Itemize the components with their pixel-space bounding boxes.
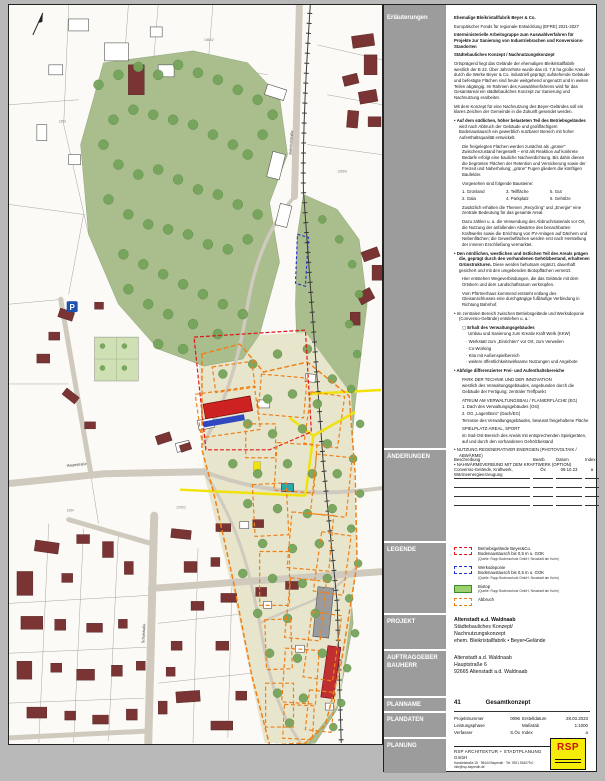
parcel-line [9, 595, 148, 603]
building [17, 571, 33, 595]
erlaeuterungen-text [454, 15, 590, 470]
section-label-legende: LEGENDE [384, 543, 446, 613]
building [34, 540, 59, 554]
tree [133, 62, 143, 72]
site-plan-sheet [8, 4, 383, 745]
tree [355, 290, 363, 298]
north-arrow-icon [33, 13, 43, 35]
parcel-number: 1353 [58, 119, 66, 124]
outlined-building [69, 19, 89, 31]
tree [183, 229, 193, 239]
tree [153, 165, 163, 175]
rsp-logo-bar [555, 759, 581, 761]
caps-heading: SPIELPLATZ-AREAL, SPORT [462, 426, 520, 432]
tree [356, 490, 364, 498]
tree [253, 95, 263, 105]
parcel-line [74, 529, 84, 743]
planner-logo-wrap [446, 738, 590, 772]
legend [454, 546, 590, 610]
tree [233, 199, 243, 209]
tree [238, 569, 247, 578]
sub-bullet: · Kita mit Außenspielbereich [466, 352, 520, 358]
title-block-sidebar [384, 5, 446, 771]
building [166, 667, 175, 676]
list-item: 5. Gut [550, 189, 562, 195]
outlined-building [150, 27, 162, 37]
tree [348, 260, 356, 268]
building [191, 601, 204, 610]
list-item: 2. Gala [462, 196, 476, 202]
tree [123, 209, 133, 219]
label-leistungsphase: Leistungsphase [454, 723, 485, 729]
parcel-line [9, 204, 84, 294]
building [184, 561, 197, 572]
tree [268, 110, 278, 120]
plan-data [454, 715, 590, 736]
tree [273, 504, 282, 513]
building [126, 709, 137, 720]
list-item: 1. Grünland [462, 189, 485, 195]
parcel-line [307, 145, 382, 155]
building [124, 561, 133, 574]
tree [347, 385, 355, 393]
building [62, 573, 73, 582]
cell-beschreibung: Conversio-Gelände, Kraftwerk, Wärmeenergieerzeugung [454, 467, 530, 479]
tree [313, 399, 322, 408]
client-name: Altenstadt a.d. Waldnaab [454, 655, 512, 661]
building [95, 302, 104, 309]
cell-bearb: Öx [533, 467, 553, 479]
bullet-paragraph: • NUTZUNG REGENERATIVER ENERGIEN (PHOTOVOLTAIK / ABWÄRME) [454, 447, 577, 458]
label-erstelldatum: Erstelldatum [522, 716, 547, 721]
tree [273, 689, 282, 698]
tree [158, 269, 168, 279]
blue-dashed-swatch [454, 566, 472, 574]
road [9, 731, 148, 738]
parcel-line [9, 100, 79, 105]
paragraph: Ortsprägend liegt das Gelände der ehemaligen Bleikristallfabrik westlich der B 22. Über Jahrzehnte wurde das rd. 7,5 ha große Areal durch die Werke Beyer & Co. industriell geprägt; aufstehende Gebäude und befestigte Flächen sind heute weitgehend ungenutzt und in weiten Teilen abgängig. Im Rahmen des Auswahlverfahrens wird für das Gesamtareal ein städtebauliches Konzept zur Sanierung und Nachnutzung erarbeitet. [454, 61, 590, 101]
tree [153, 70, 163, 80]
project-line: ehem. Bleikristallfabrik • Beyer•Gelände [454, 638, 546, 645]
caps-heading: ATRIUM AM VERWALTUNGSBAU / FLANIERFLÄCHE (EG) [462, 397, 578, 403]
building [136, 661, 145, 670]
plan-title: Gesamtkonzept [485, 700, 531, 706]
tree [268, 574, 277, 583]
bullet-paragraph: • Auf dem südlichen, höher belasteten Teil des Betriebsgeländes wird nach Abbruch der Gebäude und großflächigem Bodenaustausch ein gewerblich nutzbarer Bereich mit hoher Aufenthaltsqualität entwickelt. [454, 118, 586, 141]
tree [288, 389, 297, 398]
building [171, 529, 192, 540]
tree [233, 85, 243, 95]
table-row-empty [454, 481, 590, 488]
tree [243, 150, 253, 160]
box-bullet: ▢ Erhalt des Verwaltungsgebäudes Umbau und Sanierung zum Kreativ Kraft Werk (KKW) [462, 324, 571, 336]
outlined-building [104, 43, 128, 61]
building [21, 616, 43, 629]
tree [203, 239, 213, 249]
tree [253, 209, 263, 219]
building [111, 665, 122, 676]
building [221, 593, 237, 602]
road [294, 5, 299, 196]
funding-program: Interministerielle Arbeitsgruppe zum Auswahlverfahren für Projekte zur Sanierung von Industriebrachen und Konversions-Standorten [454, 32, 584, 49]
label-verfasser: Verfasser [454, 730, 473, 736]
paragraph: 2. OG „Lager/Büro” (Dach/EG) [462, 410, 521, 416]
plan-name [454, 700, 590, 712]
label-index: Index [522, 730, 533, 736]
building [87, 623, 103, 632]
parcel-number: 1353/8 [337, 169, 347, 174]
paragraph: westlich des Verwaltungsgebäudes, angebunden durch die Gebäude der Fertigung; zentraler Treffpunkt [462, 383, 575, 394]
building [372, 265, 382, 280]
paragraph: Zusätzlich erhalten die Themen „Recycling” und „Energie” eine zentrale Bedeutung für das gesamte Areal. [462, 204, 582, 216]
project-line: Nachnutzungskonzept [454, 631, 506, 638]
building [211, 721, 233, 730]
tree [218, 370, 227, 379]
col-index: Index [585, 457, 596, 462]
tree [163, 309, 173, 319]
street-label: Hauptstraße [66, 461, 87, 468]
paragraph: Die freigelegten Flächen werden zunächst als „grüner” Zwischenzustand hergestellt – erst als Reaktion auf konkrete Bedarfe erfolgt eine bauliche Nachverdichtung. Bis dahin dienen die begrünten Flächen der Retention und Versickerung sowie der Freizeit und Naherholung; „grüne” Fugen gliedern die künftigen Baufelder. [462, 143, 586, 178]
tree [285, 719, 294, 728]
parcel-line [64, 5, 89, 234]
tree [148, 110, 158, 120]
building [346, 110, 358, 128]
building [27, 707, 47, 718]
tree [329, 723, 337, 731]
tree [356, 420, 364, 428]
section-label-planung: PLANUNG [384, 739, 446, 773]
tree [293, 654, 302, 663]
tree [258, 539, 267, 548]
outlined-building [49, 65, 63, 75]
paragraph: Dazu zählen u. a. die Verwendung des Abbruchmaterials vor Ort, die Nutzung der anfallenden Abwärme des benachbarten Kraftwerks sowie die Errichtung von PV-Anlagen auf Dächern und Nebenflächen; die Gewerbeflächen werden erst nach Herstellung der inneren Erschließung vermarktet. [462, 219, 588, 247]
plan-number: 41 [454, 700, 461, 706]
cell-datum: 09.10.23 [556, 467, 582, 479]
building [171, 641, 182, 650]
building [118, 619, 127, 628]
paragraph: Terrasse des Verwaltungsgebäudes, bewusst freigehaltene Fläche [462, 417, 589, 423]
legend-item-biotop: Biotop (Quelle: Rupp Bodenschutz GmbH, Neustadt am Kulm) [454, 584, 590, 593]
concept-heading: Städtebauliches Konzept / Nachnutzungskonzept [454, 52, 555, 58]
legend-item-abbruch: Abbruch [454, 597, 590, 606]
project-info [454, 617, 590, 645]
building [216, 524, 231, 532]
section-label-aenderungen: ÄNDERUNGEN [384, 450, 446, 541]
bausteine-list [454, 189, 590, 201]
tree [108, 115, 118, 125]
rsp-logo-bar [555, 762, 581, 764]
tree [299, 694, 308, 703]
paragraph: Hier entstehen Wegeverbindungen, die das Gelände mit dem Ortskern und dem Landschaftsraum verknüpfen. [462, 276, 579, 287]
tree [318, 215, 326, 223]
tree [128, 105, 138, 115]
outlined-building [37, 125, 47, 141]
parcel-number: 1376/2 [176, 505, 186, 510]
tree [138, 259, 148, 269]
tree [353, 350, 361, 358]
building [49, 332, 60, 340]
tree [228, 140, 238, 150]
parcel-number: 1064 [66, 508, 74, 513]
building [55, 619, 66, 630]
tree [193, 185, 203, 195]
tree [223, 244, 233, 254]
map-generated-content [9, 5, 382, 744]
parcel-line [91, 474, 99, 524]
legend-item-betriebsgelaende: Betriebsgelände Beyer&Co. Bodenaustausch bis 0,5 m u. GOK (Quelle: Rupp Bodenschutz GmbH, Neustadt am Kulm) [454, 546, 590, 561]
building [93, 715, 109, 724]
list-item: 3. Teilfläche [506, 189, 529, 195]
tree [328, 504, 337, 513]
tree [99, 140, 109, 150]
table-row [454, 466, 594, 479]
building [102, 542, 113, 558]
parcel-line [108, 534, 118, 741]
label-projektnummer: Projektnummer [454, 716, 484, 721]
tree [283, 459, 292, 468]
tree [273, 350, 282, 359]
tree [122, 344, 127, 349]
green-solid-swatch [454, 585, 472, 593]
aenderungen-header-row [454, 457, 596, 463]
tree [253, 469, 262, 478]
tree [143, 299, 153, 309]
tree [298, 579, 307, 588]
cell-index: a [585, 467, 599, 479]
orange-dashed-swatch [454, 598, 472, 606]
tree [143, 219, 153, 229]
paragraph: im Süd-Ost-Bereich des Areals mit entsprechenden Spielgeräten, auf und durch den vorhandenen Gehölzbestand [462, 432, 587, 444]
tree [345, 320, 353, 328]
tree [168, 115, 178, 125]
tree [213, 329, 223, 339]
tree [113, 70, 123, 80]
parcel-number: 1360/2 [203, 37, 214, 42]
paragraph: Vorgesehen sind folgende Bausteine: [462, 180, 534, 186]
paragraph: Mit dem Konzept für eine Nachnutzung des Beyer-Geländes soll ein klares Zeichen der Gemeinde in die Zukunft gesendet werden. [454, 103, 584, 115]
site-plan-map [9, 5, 382, 744]
section-label-plandaten: PLANDATEN [384, 713, 446, 737]
outlined-building [69, 155, 81, 165]
title-block [383, 4, 597, 772]
building [358, 89, 378, 104]
tree [218, 299, 228, 309]
tree [253, 609, 262, 618]
building [368, 117, 381, 127]
building [364, 55, 377, 75]
list-item: 6. Gehölze [550, 196, 571, 202]
sub-bullet: · weitere öffentlichkeitswirksame Nutzungen und Angebote [466, 359, 578, 365]
road [148, 516, 154, 743]
parking-letter: P [69, 302, 75, 312]
tree [213, 190, 223, 200]
tree [238, 309, 248, 319]
col-beschreibung: Beschreibung [454, 457, 481, 462]
tree [243, 234, 253, 244]
tree [173, 175, 183, 185]
label-massstab: Maßstab [522, 723, 540, 729]
tree [351, 629, 359, 637]
bullet-paragraph: • Abfolge differenzierter Frei- und Aufenthaltsbereiche [454, 367, 565, 373]
list-item: 4. Parkplatz [506, 196, 529, 202]
table-row-empty [454, 490, 590, 497]
project-title: Altenstadt a.d. Waldnaab [454, 617, 516, 623]
title-block-content [446, 5, 596, 771]
planner-firm: RSP ARCHITEKTUR + STADTPLANUNG GmbH [454, 746, 550, 761]
building [77, 535, 90, 544]
sub-bullet: · Werkstatt zum „Einrichten” vor Ort, zum Verweilen [466, 339, 564, 345]
client-street: Hauptstraße 6 [454, 662, 487, 669]
road [61, 299, 91, 472]
building [216, 641, 229, 650]
col-datum: Datum [556, 457, 569, 462]
tree [163, 224, 173, 234]
client-city: 92665 Altenstadt a.d. Waldnaab [454, 669, 528, 676]
tree [178, 279, 188, 289]
tree [198, 289, 208, 299]
tree [153, 339, 163, 349]
project-line: Städtebauliches Konzept/ [454, 624, 513, 631]
tree [188, 120, 198, 130]
tree [193, 68, 203, 78]
tree [122, 366, 127, 371]
section-label-planname: PLANNAME [384, 698, 446, 711]
building [51, 663, 62, 672]
parcel-line [193, 549, 198, 743]
paragraph: Vom Pförtnerhaus kommend entsteht entlang des Gleisanschlusses eine durchgängige fußläufige Verbindung in Richtung Bahnhof. [462, 290, 580, 307]
value-massstab: 1:1000 [574, 723, 588, 729]
building [286, 581, 299, 589]
tree [123, 284, 133, 294]
rsp-logo-text: RSP [556, 742, 580, 753]
tree [188, 319, 198, 329]
tree [118, 249, 128, 259]
aenderungen-table [454, 457, 596, 508]
tree [335, 235, 343, 243]
tree [243, 499, 252, 508]
building [65, 711, 76, 720]
building [211, 558, 220, 567]
client-info [454, 655, 590, 676]
section-label-auftraggeber: AUFTRAGGEBER BAUHERR [384, 651, 446, 696]
tree [208, 130, 218, 140]
project-header-line1: Ehemalige Bleikristallfabrik Beyer & Co. [454, 15, 536, 20]
tree [333, 469, 342, 478]
col-bearb: Bearb. [533, 457, 546, 462]
tree [173, 60, 183, 70]
legend-item-werksdeponie: Werksdeponie Bodenaustausch bis 0,5 m u. GOK (Quelle: Rupp Bodenschutz GmbH, Neustadt am Kulm) [454, 565, 590, 580]
section-label-projekt: PROJEKT [384, 615, 446, 649]
building [158, 701, 167, 714]
red-dashed-swatch [454, 547, 472, 555]
tree [100, 344, 105, 349]
value-verfasser: S.Öx [510, 730, 520, 736]
outlined-building [275, 203, 292, 227]
tree [303, 345, 312, 354]
value-projektnummer: 0096 [510, 716, 520, 721]
table-row-empty [454, 499, 590, 506]
bullet-paragraph: • Im zentralen Bereich zwischen Betriebsgelände und Werksdeponie (Conversio-Gelände) entstehen u. a.: [454, 310, 585, 322]
tree [178, 344, 188, 354]
planner-address: Kanzleistraße 15 · 95444 Bayreuth · Tel. 0921 516079-0 · info@rsp-bayreuth.de [454, 761, 550, 772]
outlined-building [240, 522, 249, 529]
building [77, 669, 95, 680]
value-index: a [585, 730, 588, 736]
parcel-line [9, 698, 144, 703]
tree [228, 459, 237, 468]
tree [213, 75, 223, 85]
building [256, 587, 267, 596]
parcel-line [9, 647, 146, 653]
tree [94, 80, 104, 90]
tree [103, 194, 113, 204]
building [85, 422, 96, 429]
building [17, 661, 32, 679]
value-erstelldatum: 28.03.2023 [566, 716, 588, 721]
value-leistungsphase [496, 722, 522, 729]
tree [113, 160, 123, 170]
section-label-erlaeuterungen: Erläuterungen [384, 5, 446, 448]
tree [133, 170, 143, 180]
building [342, 73, 359, 86]
tree [354, 559, 362, 567]
tree [258, 130, 268, 140]
paragraph: 1. Dach des Verwaltungsgebäudes (Ost) [462, 404, 540, 410]
sub-bullet: · Co-Working [466, 345, 492, 351]
tree [343, 664, 351, 672]
road [9, 472, 204, 484]
rsp-logo [550, 738, 586, 770]
caps-heading: PARK DER TECHNIK UND DER INNOVATION [462, 376, 552, 382]
building [155, 432, 172, 445]
building [361, 247, 380, 262]
building [236, 691, 247, 700]
street-label: Bahnhofstraße [288, 130, 295, 155]
tree [347, 525, 355, 533]
bullet-paragraph: • NAHWÄRMEVERBUND MIT DEM KRAFTWERK (OPTION) [454, 461, 572, 467]
building [351, 33, 374, 48]
building [37, 354, 50, 363]
tree [263, 394, 272, 403]
bullet-paragraph: • Den nördlichen, westlichen und östlichen Teil des Areals prägen die, geprägt durch den vorhandenen Gehölzbestand, erhaltenen Grünstrukturen. Diese werden behutsam ergänzt, dauerhaft gesichert und mit den umgebenden Biotopflächen vernetzt. [454, 250, 590, 273]
project-header-line2: Europäischer Fonds für regionale Entwicklung (EFRE) 2021-2027 [454, 23, 579, 29]
tree [337, 699, 345, 707]
building [176, 690, 201, 703]
parcel-line [9, 299, 64, 304]
street-label: Schulstraße [141, 623, 147, 644]
tree [100, 366, 105, 371]
